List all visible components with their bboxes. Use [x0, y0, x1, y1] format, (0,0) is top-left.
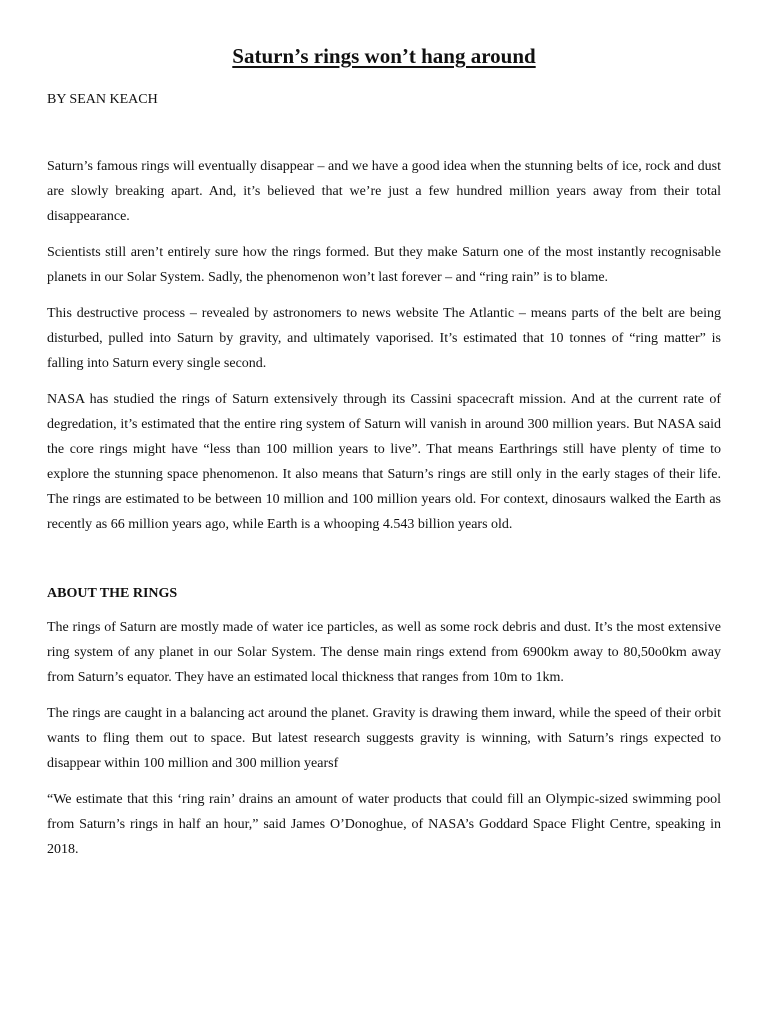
section-body — [47, 615, 721, 862]
paragraph: The rings of Saturn are mostly made of water ice particles, as well as some rock debris and dust. It’s the most extensive ring system of any planet in our Solar System. The dense main rings extend from 6900km away to 80,50o0km away from Saturn’s equator. They have an estimated local thickness that ranges from 10m to 1km. — [47, 620, 721, 685]
paragraph: Saturn’s famous rings will eventually disappear – and we have a good idea when the stunning belts of ice, rock and dust are slowly breaking apart. And, it’s believed that we’re just a few hundred million years away from their total disappearance. — [47, 159, 721, 224]
paragraph: The rings are caught in a balancing act around the planet. Gravity is drawing them inward, while the speed of their orbit wants to fling them out to space. But latest research suggests gravity is winning, with Saturn’s rings expected to disappear within 100 million and 300 million yearsf — [47, 706, 721, 771]
article-body — [47, 154, 721, 537]
paragraph: This destructive process – revealed by astronomers to news website The Atlantic – means parts of the belt are being disturbed, pulled into Saturn by gravity, and ultimately vaporised. It’s estimated that 10 tonnes of “ring matter” is falling into Saturn every single second. — [47, 306, 721, 371]
paragraph: NASA has studied the rings of Saturn extensively through its Cassini spacecraft mission. And at the current rate of degredation, it’s estimated that the entire ring system of Saturn will vanish in around 300 million years. But NASA said the core rings might have “less than 100 million years to live”. That means Earthrings still have plenty of time to explore the stunning space phenomenon. It also means that Saturn’s rings are still only in the early stages of their life. The rings are estimated to be between 10 million and 100 million years old. For context, dinosaurs walked the Earth as recently as 66 million years ago, while Earth is a whooping 4.543 billion years old. — [47, 392, 721, 532]
section-heading: ABOUT THE RINGS — [47, 586, 178, 601]
paragraph: “We estimate that this ‘ring rain’ drains an amount of water products that could fill an Olympic-sized swimming pool from Saturn’s rings in half an hour,” said James O’Donoghue, of NASA’s Goddard Space Flight Centre, speaking in 2018. — [47, 792, 721, 857]
byline: BY SEAN KEACH — [47, 92, 158, 107]
paragraph: Scientists still aren’t entirely sure how the rings formed. But they make Saturn one of the most instantly recognisable planets in our Solar System. Sadly, the phenomenon won’t last forever – and “ring rain” is to blame. — [47, 245, 721, 285]
article-title: Saturn’s rings won’t hang around — [232, 44, 536, 68]
